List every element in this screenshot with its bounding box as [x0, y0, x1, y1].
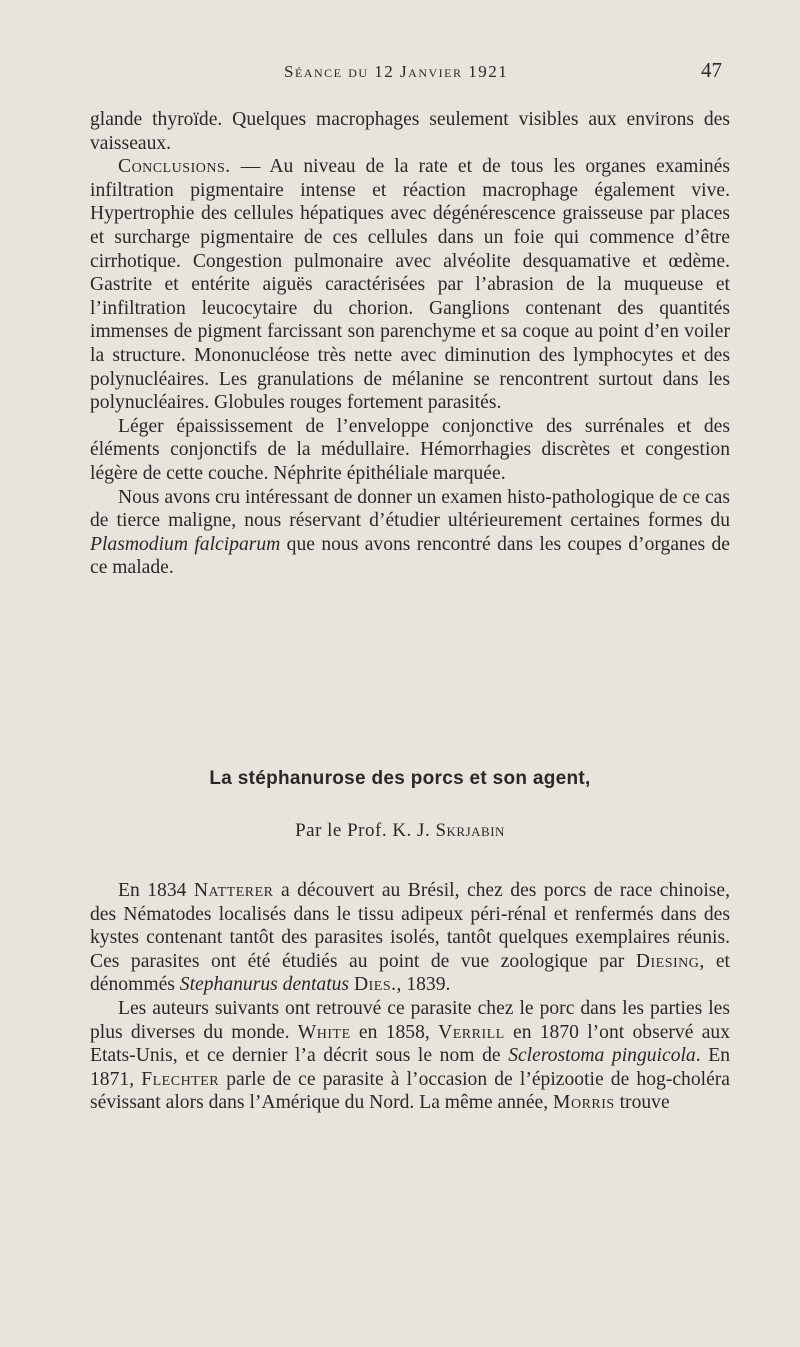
- author-flechter: Flechter: [141, 1068, 220, 1090]
- author-morris: Morris: [553, 1092, 615, 1114]
- text: . En 1871,: [90, 1045, 730, 1090]
- paragraph-auteurs: [90, 997, 730, 1115]
- section-stephanurose: [90, 879, 730, 1115]
- author-diesing: Diesing: [635, 950, 700, 972]
- examen-text-a: Nous avons cru intéressant de donner un examen histo-pathologique de ce cas de tierce maligne, nous réservant d’étudier ultérieurement certaines formes du: [90, 486, 730, 532]
- text: en 1858,: [350, 1021, 439, 1043]
- article-byline: [0, 820, 800, 842]
- paragraph-examen: [90, 486, 730, 580]
- running-header: [0, 58, 800, 88]
- text: En 1834: [118, 880, 194, 901]
- header-title: Séance du 12 Janvier 1921: [284, 62, 509, 81]
- author-verrill: Verrill: [438, 1021, 505, 1043]
- author-natterer: Natterer: [193, 880, 274, 901]
- page-number: 47: [701, 58, 722, 82]
- byline-prefix: Par le Prof. K. J.: [295, 820, 436, 841]
- text: , et dénommés: [90, 950, 730, 996]
- text: trouve: [614, 1092, 670, 1114]
- conclusions-text: — Au niveau de la rate et de tous les organes examinés infiltration pigmentaire intense et réaction macrophage également vive. Hypertrophie des cellules hépatiques avec dégénérescence graisseuse par places et surcharge pigmentaire de ces cellules dans un foie qui commence d’être cirrhotique. Congestion pulmonaire avec alvéolite desquamative et œdème. Gastrite et entérite aiguës caractérisées par l’abrasion de la muqueuse et l’infiltration leucocytaire du chorion. Ganglions contenant des quantités immenses de pigment farcissant son parenchyme et sa coque au point d’en voiler la structure. Mononucléose très nette avec diminution des lymphocytes et des polynucléaires. Les granulations de mélanine se rencontrent surtout dans les polynucléaires. Globules rouges fortement parasités.: [90, 156, 730, 414]
- species-stephanurus: Stephanurus dentatus: [179, 974, 350, 996]
- paragraph-surrenales: Léger épaississement de l’enveloppe conjonctive des surrénales et des éléments conjonctifs de la médullaire. Hémorrhagies discrètes et congestion légère de cette couche. Néphrite épithéliale marquée.: [90, 415, 730, 484]
- paragraph-natterer: [90, 879, 730, 997]
- author-white: White: [297, 1021, 351, 1043]
- species-sclerostoma: Sclerostoma pinguicola: [508, 1045, 696, 1067]
- text: en 1870 l’ont observé aux Etats-Unis, et ce dernier l’a décrit sous le nom de: [90, 1021, 730, 1067]
- paragraph-thyroid: glande thyroïde. Quelques macrophages seulement visibles aux environs des vaisseaux.: [90, 109, 730, 154]
- examen-text-b: que nous avons rencontré dans les coupes d’organes de ce malade.: [90, 533, 730, 579]
- article-title: La stéphanurose des porcs et son agent,: [209, 768, 591, 789]
- species-plasmodium: Plasmodium falciparum: [90, 533, 281, 555]
- author-dies: Dies.: [353, 974, 397, 996]
- text: a découvert au Brésil, chez des porcs de race chinoise, des Nématodes localisés dans le tissu adipeux péri-rénal et renfermés dans des kystes contenant tantôt des parasites isolés, tantôt quelques exemplaires réunis. Ces parasites ont été étudiés au point de vue zoologique par: [90, 880, 731, 972]
- text: parle de ce parasite à l’occasion de l’épizootie de hog-choléra sévissant alors dans l’Amérique du Nord. La même année,: [90, 1068, 731, 1114]
- conclusions-label: Conclusions.: [118, 156, 231, 178]
- byline-author: Skrjabin: [435, 820, 505, 841]
- text: Les auteurs suivants ont retrouvé ce parasite chez le porc dans les parties les plus diverses du monde.: [90, 997, 730, 1043]
- paragraph-conclusions: [90, 155, 730, 415]
- section-pathology-report: [90, 108, 730, 580]
- text: , 1839.: [396, 974, 451, 996]
